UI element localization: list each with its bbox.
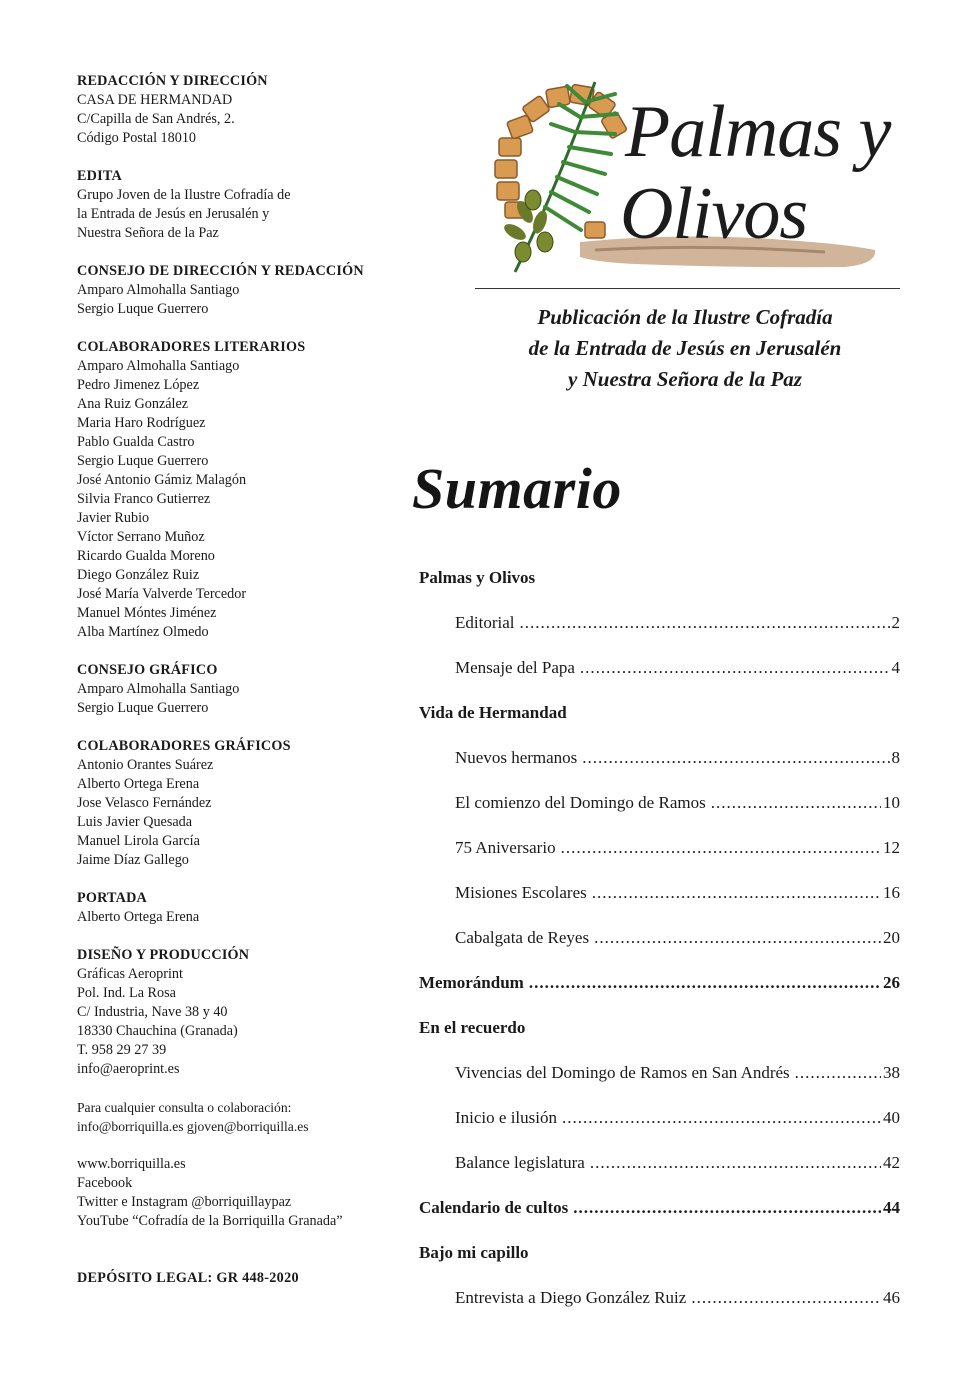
toc-title: Memorándum (419, 973, 524, 992)
toc-title: Misiones Escolares (455, 883, 587, 902)
credit-line: Ana Ruiz González (77, 396, 189, 412)
credits-edita (77, 167, 407, 243)
credit-line: Pablo Gualda Castro (77, 434, 195, 450)
credit-line: Diego González Ruiz (77, 567, 200, 583)
toc-page-number: 44 (883, 1198, 900, 1217)
toc-title: Balance legislatura (455, 1153, 585, 1172)
section-heading: PORTADA (77, 890, 147, 906)
section-heading: CONSEJO GRÁFICO (77, 662, 218, 678)
toc-entry[interactable] (455, 883, 900, 903)
twitter-instagram-link[interactable]: Twitter e Instagram @borriquillaypaz (77, 1194, 292, 1210)
toc-title: Mensaje del Papa (455, 658, 575, 677)
toc-leader-dots (529, 973, 881, 993)
credits-consejo-grafico (77, 661, 407, 718)
credit-line: Víctor Serrano Muñoz (77, 529, 205, 545)
facebook-link[interactable]: Facebook (77, 1175, 133, 1191)
toc-title: 75 Aniversario (455, 838, 556, 857)
credits-consulta (77, 1098, 407, 1136)
credit-line: la Entrada de Jesús en Jerusalén y (77, 206, 270, 222)
toc-section[interactable] (419, 1198, 900, 1218)
website-link[interactable]: www.borriquilla.es (77, 1156, 186, 1172)
toc-page-number: 12 (883, 838, 900, 857)
credits-colaboradores-graficos (77, 737, 407, 870)
credits-consejo-direccion (77, 262, 407, 319)
toc-entry[interactable] (455, 1288, 900, 1308)
toc-page-number: 38 (883, 1063, 900, 1082)
credit-line: Jose Velasco Fernández (77, 795, 212, 811)
toc-section[interactable] (419, 1018, 900, 1038)
toc-page-number: 10 (883, 793, 900, 812)
credits-colaboradores-literarios (77, 338, 407, 642)
toc-entry[interactable] (455, 1063, 900, 1083)
palmas-y-olivos-logo (485, 72, 905, 282)
credit-line: José María Valverde Tercedor (77, 586, 247, 602)
legal-deposit: DEPÓSITO LEGAL: GR 448-2020 (77, 1270, 299, 1286)
credit-line: Amparo Almohalla Santiago (77, 681, 240, 697)
credit-line: Pol. Ind. La Rosa (77, 985, 176, 1001)
credit-line: José Antonio Gámiz Malagón (77, 472, 247, 488)
credit-line: Amparo Almohalla Santiago (77, 282, 240, 298)
credit-line: Jaime Díaz Gallego (77, 852, 189, 868)
toc-leader-dots (580, 658, 890, 678)
toc-title: Palmas y Olivos (419, 568, 536, 587)
toc-title: Inicio e ilusión (455, 1108, 557, 1127)
credits-web (77, 1155, 407, 1231)
publication-line: Publicación de la Ilustre Cofradía (537, 305, 833, 329)
toc-title: Cabalgata de Reyes (455, 928, 590, 947)
credit-line: Código Postal 18010 (77, 130, 197, 146)
email-link[interactable]: info@borriquilla.es gjoven@borriquilla.es (77, 1119, 309, 1134)
toc-section[interactable] (419, 703, 900, 723)
credit-line: Manuel Móntes Jiménez (77, 605, 217, 621)
credits-portada (77, 889, 407, 927)
credit-line: Amparo Almohalla Santiago (77, 358, 240, 374)
toc-entry[interactable] (455, 613, 900, 633)
header-rule (475, 288, 900, 289)
section-heading: DISEÑO Y PRODUCCIÓN (77, 947, 250, 963)
credit-line: Silvia Franco Gutierrez (77, 491, 211, 507)
toc-page-number: 20 (883, 928, 900, 947)
credit-line: Para cualquier consulta o colaboración: (77, 1100, 292, 1115)
toc-title: En el recuerdo (419, 1018, 526, 1037)
credit-line: CASA DE HERMANDAD (77, 92, 233, 108)
section-heading: REDACCIÓN Y DIRECCIÓN (77, 73, 268, 89)
toc-leader-dots (592, 883, 881, 903)
toc-page-number: 8 (891, 748, 900, 767)
credit-line: Grupo Joven de la Ilustre Cofradía de (77, 187, 291, 203)
toc-page-number: 4 (891, 658, 900, 677)
toc-title: Vida de Hermandad (419, 703, 567, 722)
toc-leader-dots (561, 838, 881, 858)
toc-leader-dots (582, 748, 889, 768)
credit-line: Alberto Ortega Erena (77, 776, 200, 792)
section-heading: CONSEJO DE DIRECCIÓN Y REDACCIÓN (77, 263, 364, 279)
credit-line: Javier Rubio (77, 510, 150, 526)
credit-line: C/Capilla de San Andrés, 2. (77, 111, 235, 127)
sumario-heading: Sumario (412, 456, 622, 521)
credit-line: Sergio Luque Guerrero (77, 301, 209, 317)
toc-title: El comienzo del Domingo de Ramos (455, 793, 706, 812)
toc-entry[interactable] (455, 928, 900, 948)
youtube-link[interactable]: YouTube “Cofradía de la Borriquilla Granada” (77, 1213, 343, 1229)
toc-page-number: 16 (883, 883, 900, 902)
toc-entry[interactable] (455, 793, 900, 813)
toc-title: Vivencias del Domingo de Ramos en San Andrés (455, 1063, 790, 1082)
toc-entry[interactable] (455, 748, 900, 768)
publication-line: y Nuestra Señora de la Paz (568, 367, 802, 391)
toc-leader-dots (691, 1288, 881, 1308)
toc-title: Entrevista a Diego González Ruiz (455, 1288, 687, 1307)
toc-entry[interactable] (455, 1108, 900, 1128)
toc-title: Calendario de cultos (419, 1198, 569, 1217)
toc-page-number: 2 (891, 613, 900, 632)
toc-page-number: 46 (883, 1288, 900, 1307)
credit-line: Sergio Luque Guerrero (77, 453, 209, 469)
toc-section[interactable] (419, 568, 900, 588)
toc-title: Bajo mi capillo (419, 1243, 529, 1262)
credit-line: T. 958 29 27 39 (77, 1042, 167, 1058)
toc-title: Nuevos hermanos (455, 748, 578, 767)
toc-entry[interactable] (455, 658, 900, 678)
toc-page-number: 26 (883, 973, 900, 992)
credit-line: 18330 Chauchina (Granada) (77, 1023, 238, 1039)
toc-leader-dots (562, 1108, 881, 1128)
toc-section[interactable] (419, 973, 900, 993)
toc-leader-dots (795, 1063, 881, 1083)
section-heading: COLABORADORES GRÁFICOS (77, 738, 291, 754)
credit-line: Sergio Luque Guerrero (77, 700, 209, 716)
credits-diseno (77, 946, 407, 1079)
email-link[interactable]: info@aeroprint.es (77, 1061, 180, 1077)
credits-column (77, 72, 407, 1250)
publication-subtitle (470, 302, 900, 395)
toc-entry[interactable] (455, 1153, 900, 1173)
credit-line: Luis Javier Quesada (77, 814, 193, 830)
toc-title: Editorial (455, 613, 515, 632)
logo-title-line2: Olivos (620, 173, 808, 255)
credit-line: Ricardo Gualda Moreno (77, 548, 215, 564)
section-heading: EDITA (77, 168, 122, 184)
credit-line: Alba Martínez Olmedo (77, 624, 209, 640)
credit-line: Antonio Orantes Suárez (77, 757, 214, 773)
logo-title-line1: Palmas y (625, 91, 891, 173)
toc-entry[interactable] (455, 838, 900, 858)
toc-leader-dots (519, 613, 889, 633)
credit-line: Gráficas Aeroprint (77, 966, 183, 982)
credit-line: Nuestra Señora de la Paz (77, 225, 219, 241)
credit-line: C/ Industria, Nave 38 y 40 (77, 1004, 228, 1020)
credits-redaccion (77, 72, 407, 148)
publication-line: de la Entrada de Jesús en Jerusalén (528, 336, 842, 360)
toc-leader-dots (594, 928, 881, 948)
credit-line: Pedro Jimenez López (77, 377, 200, 393)
toc-leader-dots (711, 793, 881, 813)
credit-line: Maria Haro Rodríguez (77, 415, 206, 431)
credit-line: Alberto Ortega Erena (77, 909, 200, 925)
toc-page-number: 40 (883, 1108, 900, 1127)
section-heading: COLABORADORES LITERARIOS (77, 339, 306, 355)
toc-section[interactable] (419, 1243, 900, 1263)
toc-leader-dots (590, 1153, 881, 1173)
toc-page-number: 42 (883, 1153, 900, 1172)
toc-leader-dots (573, 1198, 881, 1218)
credit-line: Manuel Lirola García (77, 833, 200, 849)
